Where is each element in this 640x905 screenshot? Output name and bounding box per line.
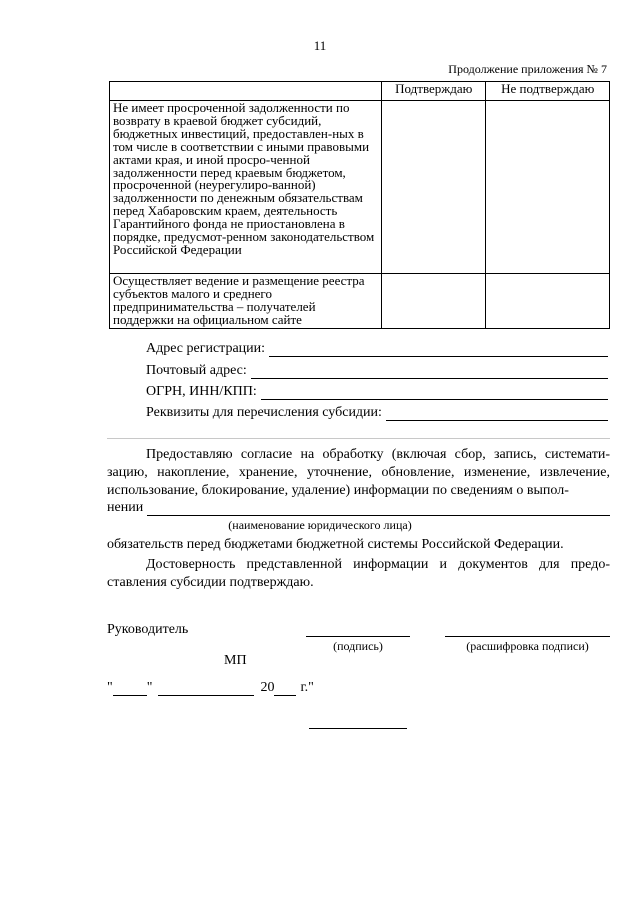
closing-line <box>309 728 407 729</box>
obligations-text: обязательств перед бюджетами бюджетной системы Российской Федерации. <box>107 537 564 552</box>
signature-decode-line[interactable] <box>445 622 610 637</box>
date-year-line[interactable] <box>274 683 296 696</box>
signature-caption: (подпись) <box>333 639 383 653</box>
table-cell-not-confirm[interactable] <box>486 274 610 329</box>
table-cell-not-confirm[interactable] <box>486 101 610 274</box>
confirmation-table <box>109 81 610 329</box>
table-header-confirm: Подтверждаю <box>382 82 486 101</box>
requisites-line[interactable] <box>386 408 608 421</box>
table-row-criterion: Осуществляет ведение и размещение реестра субъектов малого и среднего предпринимательства – получателей поддержки на официальном сайте <box>110 274 382 329</box>
decode-caption: (расшифровка подписи) <box>466 639 589 653</box>
date-month-line[interactable] <box>158 683 254 696</box>
date-quote-open: " <box>107 680 113 695</box>
postal-field <box>146 363 608 379</box>
divider <box>107 438 610 439</box>
page-number: 11 <box>313 38 327 53</box>
consent-text: Предоставляю согласие на обработку (включая сбор, запись, системати-зацию, накопление, хранение, уточнение, обновление, изменение, извлечение, использование, блокирование, удаление) информации по сведениям о выпол- <box>107 447 610 498</box>
table-row <box>110 101 610 274</box>
requisites-label: Реквизиты для перечисления субсидии: <box>146 405 382 420</box>
postal-line[interactable] <box>251 366 608 379</box>
stamp-mp: МП <box>224 653 247 668</box>
date-quote-close: " <box>146 680 153 695</box>
ogrn-line[interactable] <box>261 387 608 400</box>
entity-caption: (наименование юридического лица) <box>228 518 412 532</box>
consent-nenii: нении <box>107 500 144 515</box>
postal-label: Почтовый адрес: <box>146 363 247 378</box>
table-cell-confirm[interactable] <box>382 101 486 274</box>
entity-name-line[interactable] <box>147 503 610 516</box>
address-line[interactable] <box>269 344 608 357</box>
table-cell-confirm[interactable] <box>382 274 486 329</box>
table-header-not-confirm: Не подтверждаю <box>486 82 610 101</box>
ogrn-field <box>146 384 608 400</box>
table-header-row <box>110 82 610 101</box>
date-field <box>107 680 314 696</box>
signature-line[interactable] <box>306 622 410 637</box>
date-day-line[interactable] <box>113 683 147 696</box>
appendix-continuation: Продолжение приложения № 7 <box>448 62 607 76</box>
entity-field <box>107 500 610 516</box>
address-label: Адрес регистрации: <box>146 341 266 356</box>
table-header-criteria <box>110 82 382 101</box>
head-label: Руководитель <box>107 622 189 637</box>
reliability-text: Достоверность представленной информации и документов для предо-ставления субсидии подтверждаю. <box>107 557 610 590</box>
date-year-prefix: 20 <box>260 680 275 695</box>
table-row <box>110 274 610 329</box>
date-year-suffix: г." <box>300 680 314 695</box>
table-row-criterion: Не имеет просроченной задолженности по возврату в краевой бюджет субсидий, бюджетных инвестиций, предоставлен-ных в том числе в соответствии с иными правовыми актами края, и иной просро-ченной задолженности перед краевым бюджетом, просроченной (неурегулиро-ванной) задолженности по денежным обязательствам перед Хабаровским краем, деятельность Гарантийного фонда не приостановлена в порядке, предусмот-ренном законодательством Российской Федерации <box>110 101 382 274</box>
address-field <box>146 341 608 357</box>
requisites-field <box>146 405 608 421</box>
ogrn-label: ОГРН, ИНН/КПП: <box>146 384 257 399</box>
